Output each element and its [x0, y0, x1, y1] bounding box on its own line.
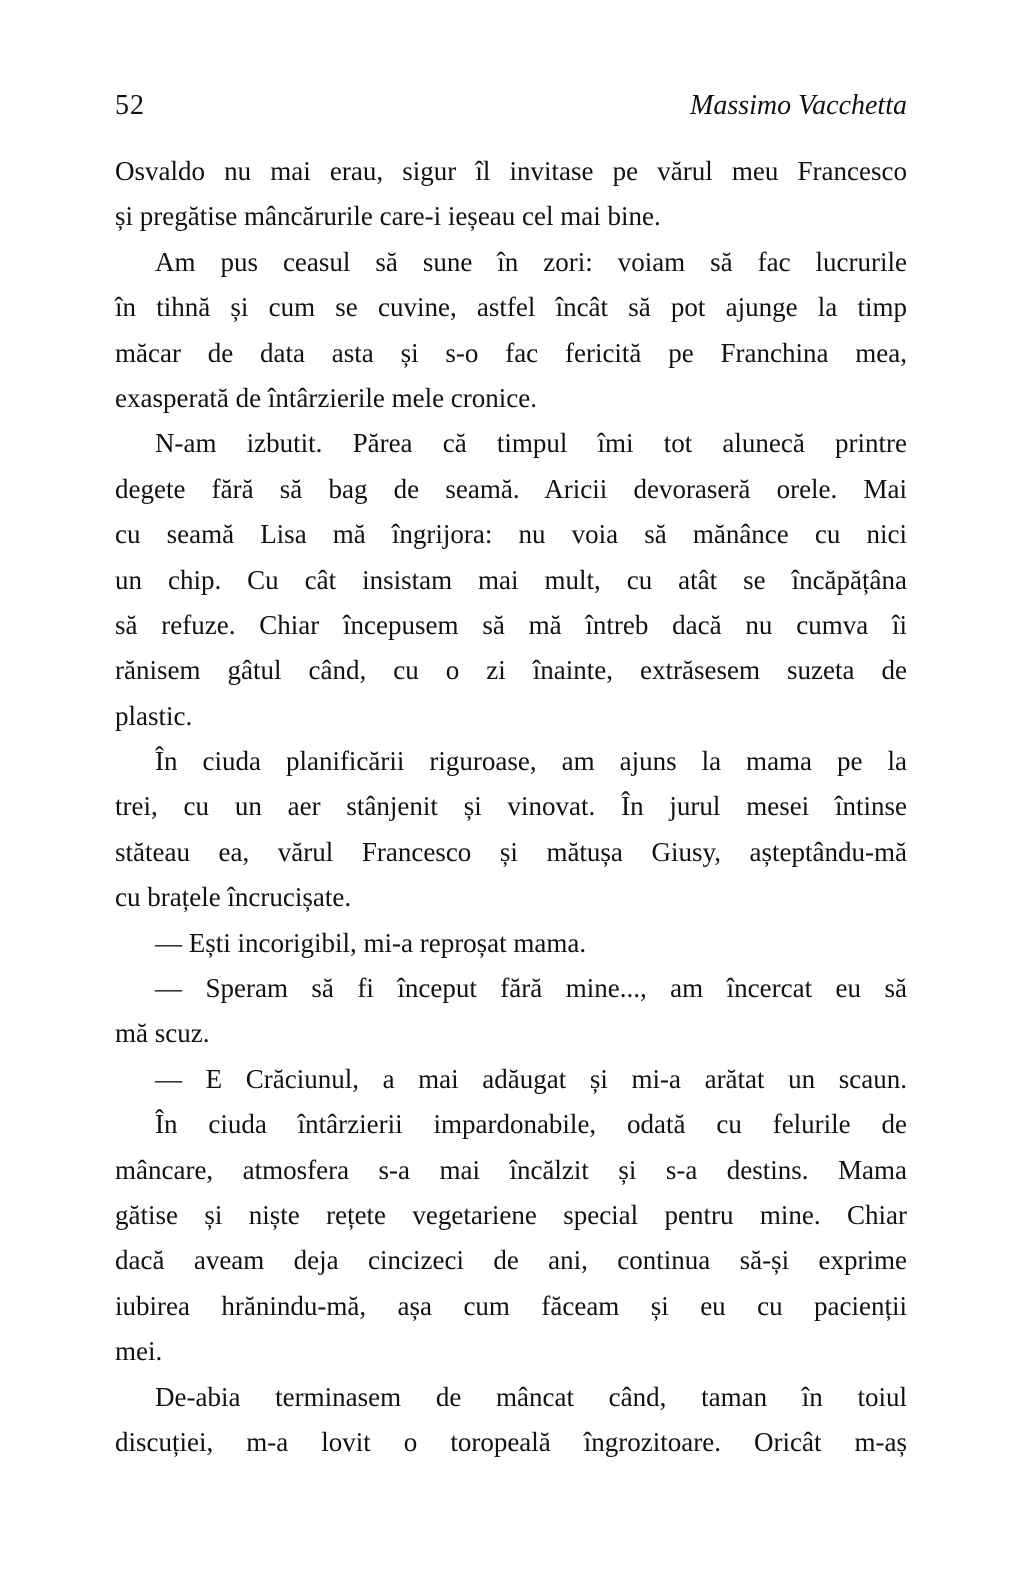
text-line: — Speram să fi început fără mine..., am încercat eu să — [155, 973, 907, 1004]
text-line: cu brațele încrucișate. — [115, 882, 352, 913]
text-line: mâncare, atmosfera s-a mai încălzit și s-a destins. Mama — [115, 1154, 907, 1185]
text-line: Am pus ceasul să sune în zori: voiam să fac lucrurile — [155, 246, 907, 277]
text-line: dacă aveam deja cincizeci de ani, continua să-și exprime — [115, 1245, 907, 1276]
text-block — [115, 149, 907, 1465]
text-line: În ciuda planificării riguroase, am ajuns la mama pe la — [155, 746, 907, 777]
text-line: exasperată de întârzierile mele cronice. — [115, 382, 537, 413]
running-header: Massimo Vacchetta — [690, 90, 907, 121]
text-line: rănisem gâtul când, cu o zi înainte, extrăsesem suzeta de — [115, 655, 907, 686]
text-line: cu seamă Lisa mă îngrijora: nu voia să mănânce cu nici — [115, 519, 907, 550]
text-line: să refuze. Chiar începusem să mă întreb dacă nu cumva îi — [115, 609, 907, 640]
text-line: un chip. Cu cât insistam mai mult, cu atât se încăpățâna — [115, 564, 907, 595]
text-line: plastic. — [115, 700, 193, 731]
text-line: măcar de data asta și s-o fac fericită pe Franchina mea, — [115, 337, 907, 368]
text-line: N-am izbutit. Părea că timpul îmi tot alunecă printre — [155, 428, 907, 459]
text-line: gătise și niște rețete vegetariene special pentru mine. Chiar — [115, 1199, 907, 1230]
text-line: În ciuda întârzierii impardonabile, odată cu felurile de — [155, 1109, 907, 1140]
text-line: și pregătise mâncărurile care-i ieșeau cel mai bine. — [115, 201, 661, 232]
text-line: trei, cu un aer stânjenit și vinovat. În jurul mesei întinse — [115, 791, 907, 822]
page-number: 52 — [115, 90, 145, 121]
text-line: în tihnă și cum se cuvine, astfel încât să pot ajunge la timp — [115, 292, 907, 323]
page-header — [115, 90, 907, 122]
text-line: De-abia terminasem de mâncat când, taman în toiul — [155, 1381, 907, 1412]
text-line: mă scuz. — [115, 1018, 210, 1049]
text-line: mei. — [115, 1336, 163, 1367]
text-line: stăteau ea, vărul Francesco și mătușa Giusy, așteptându-mă — [115, 836, 907, 867]
text-line: degete fără să bag de seamă. Aricii devoraseră orele. Mai — [115, 473, 907, 504]
text-line: — Ești incorigibil, mi-a reproșat mama. — [155, 927, 587, 958]
text-line: iubirea hrănindu-mă, așa cum făceam și eu cu pacienții — [115, 1290, 907, 1321]
text-line: discuției, m-a lovit o toropeală îngrozitoare. Oricât m-aș — [115, 1426, 907, 1457]
text-line: Osvaldo nu mai erau, sigur îl invitase pe vărul meu Francesco — [115, 156, 907, 186]
text-line: — E Crăciunul, a mai adăugat și mi-a arătat un scaun. — [155, 1063, 907, 1094]
